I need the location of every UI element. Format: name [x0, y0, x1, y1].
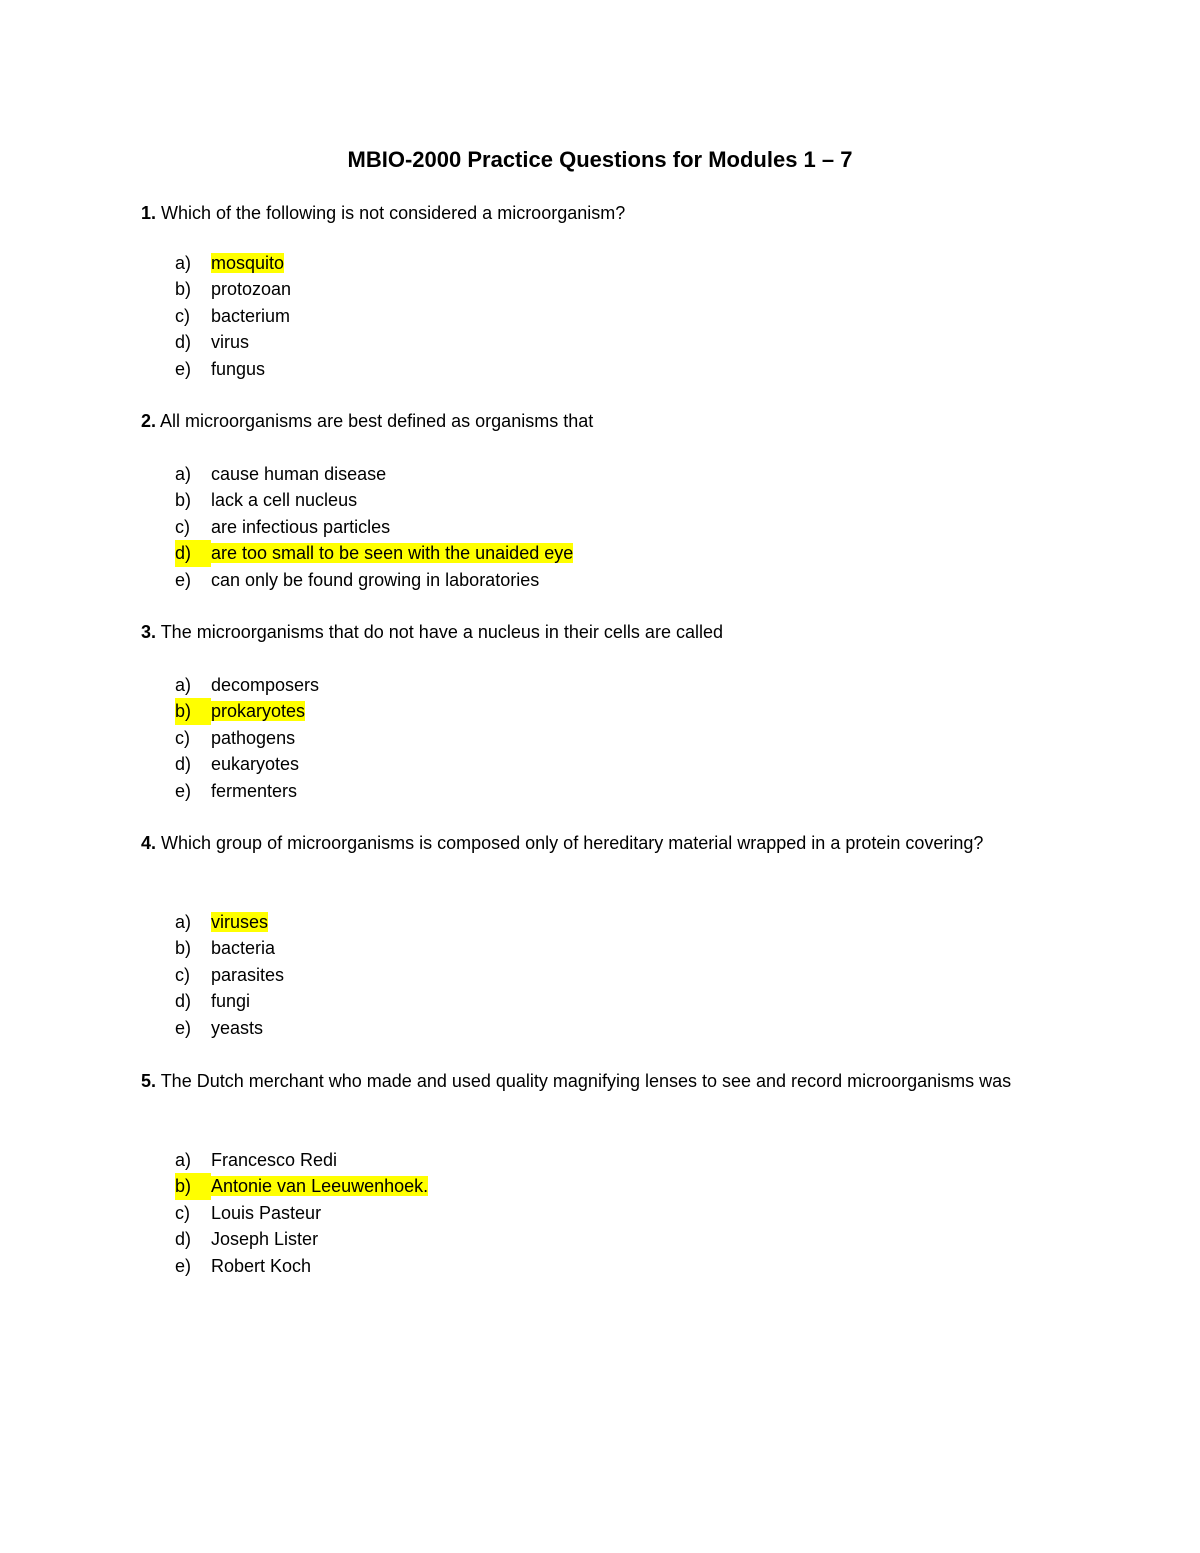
option-letter: d)	[175, 754, 192, 775]
option-letter: d)	[175, 540, 211, 566]
option-text: bacterium	[211, 305, 291, 326]
option-letter: c)	[175, 516, 190, 537]
option-a	[175, 461, 573, 487]
option-letter: c)	[175, 1202, 190, 1223]
question-number: 2.	[141, 411, 157, 431]
option-letter: b)	[175, 698, 211, 724]
option-letter: c)	[175, 964, 190, 985]
question-5	[141, 1068, 1061, 1095]
option-letter: d)	[175, 991, 192, 1012]
option-b	[175, 487, 573, 513]
page-title: MBIO-2000 Practice Questions for Modules 1 – 7	[347, 147, 853, 172]
option-letter: b)	[175, 490, 192, 511]
question-number: 4.	[141, 833, 157, 853]
option-text-highlighted: viruses	[211, 912, 269, 932]
option-e	[175, 778, 319, 804]
question-1-options	[175, 250, 291, 382]
option-letter: e)	[175, 1017, 192, 1038]
option-text-highlighted: Antonie van Leeuwenhoek.	[211, 1176, 429, 1197]
option-text: decomposers	[211, 675, 320, 695]
option-a	[175, 250, 291, 276]
option-a	[175, 1147, 428, 1173]
option-letter: c)	[175, 727, 190, 748]
option-letter: b)	[175, 1173, 211, 1199]
option-c	[175, 1200, 428, 1226]
option-text: fungus	[211, 358, 266, 379]
question-text: The Dutch merchant who made and used quality magnifying lenses to see and record microorganisms was	[156, 1071, 1012, 1091]
option-letter: a)	[175, 1150, 192, 1170]
option-letter: e)	[175, 358, 192, 379]
question-2	[141, 408, 1061, 435]
option-text: Francesco Redi	[211, 1150, 338, 1170]
option-text: fermenters	[211, 780, 298, 801]
question-4-options	[175, 909, 284, 1041]
option-text: Joseph Lister	[211, 1229, 319, 1250]
option-text: eukaryotes	[211, 754, 300, 775]
question-3	[141, 619, 1061, 646]
question-5-options	[175, 1147, 428, 1279]
question-text: All microorganisms are best defined as organisms that	[156, 411, 594, 431]
option-letter: b)	[175, 938, 192, 959]
question-text: Which group of microorganisms is composed only of hereditary material wrapped in a protein covering?	[156, 833, 984, 853]
option-text: yeasts	[211, 1017, 264, 1038]
option-text: cause human disease	[211, 464, 387, 484]
question-2-options	[175, 461, 573, 593]
option-e	[175, 567, 573, 593]
option-letter: d)	[175, 332, 192, 353]
option-b	[175, 1173, 428, 1199]
option-d	[175, 540, 573, 566]
option-a	[175, 672, 319, 698]
question-1	[141, 200, 1061, 227]
question-4	[141, 830, 1061, 857]
option-e	[175, 1015, 284, 1041]
option-c	[175, 514, 573, 540]
option-letter: b)	[175, 279, 192, 300]
option-b	[175, 935, 284, 961]
option-letter: e)	[175, 1255, 192, 1276]
option-d	[175, 988, 284, 1014]
option-text: Louis Pasteur	[211, 1202, 322, 1223]
option-letter: a)	[175, 912, 192, 932]
option-text: bacteria	[211, 938, 276, 959]
option-c	[175, 962, 284, 988]
option-c	[175, 303, 291, 329]
option-letter: e)	[175, 780, 192, 801]
question-number: 1.	[141, 203, 157, 223]
option-text: lack a cell nucleus	[211, 490, 358, 511]
option-text: virus	[211, 332, 250, 353]
question-text: Which of the following is not considered a microorganism?	[156, 203, 626, 223]
option-letter: a)	[175, 464, 192, 484]
option-d	[175, 329, 291, 355]
option-b	[175, 276, 291, 302]
option-letter: a)	[175, 675, 192, 695]
option-text: protozoan	[211, 279, 292, 300]
option-a	[175, 909, 284, 935]
option-b	[175, 698, 319, 724]
option-text-highlighted: prokaryotes	[211, 701, 306, 722]
option-c	[175, 725, 319, 751]
question-number: 5.	[141, 1071, 157, 1091]
option-e	[175, 1253, 428, 1279]
option-letter: a)	[175, 253, 192, 273]
question-3-options	[175, 672, 319, 804]
option-e	[175, 356, 291, 382]
option-text: can only be found growing in laboratories	[211, 569, 540, 590]
question-number: 3.	[141, 622, 157, 642]
question-text: The microorganisms that do not have a nucleus in their cells are called	[156, 622, 723, 642]
option-text: are infectious particles	[211, 516, 391, 537]
option-d	[175, 751, 319, 777]
option-letter: e)	[175, 569, 192, 590]
option-text-highlighted: are too small to be seen with the unaided eye	[211, 543, 574, 564]
option-text: pathogens	[211, 727, 296, 748]
option-text: Robert Koch	[211, 1255, 312, 1276]
option-text: parasites	[211, 964, 285, 985]
option-text: fungi	[211, 991, 251, 1012]
option-d	[175, 1226, 428, 1252]
option-letter: c)	[175, 305, 190, 326]
option-text-highlighted: mosquito	[211, 253, 285, 273]
option-letter: d)	[175, 1229, 192, 1250]
